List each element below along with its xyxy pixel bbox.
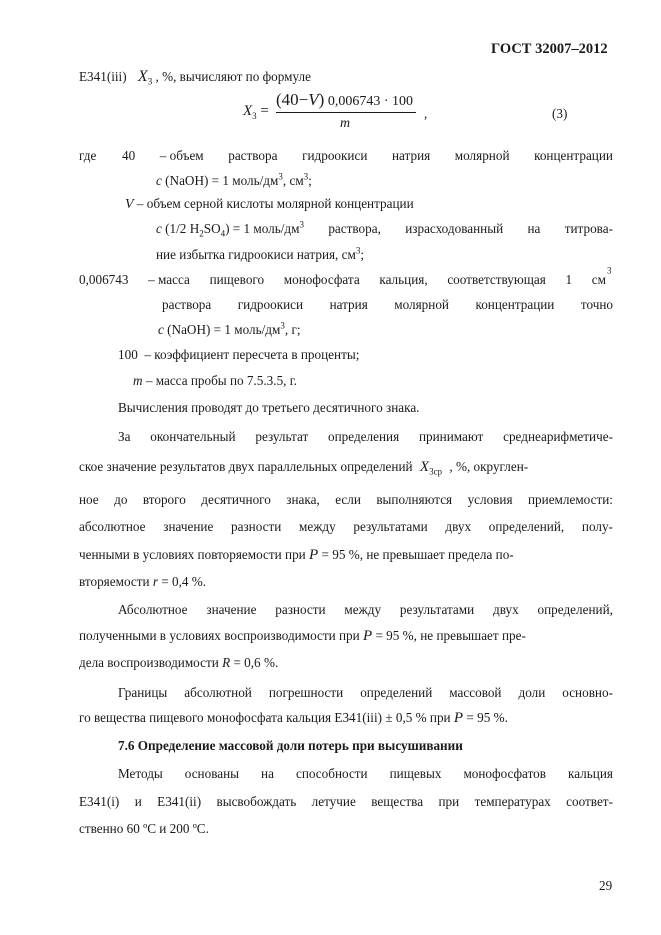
p5-line-3: ственно 60 ºС и 200 ºС. [79, 821, 209, 836]
legend-line-1: 40 – объем раствора гидроокиси натрия молярной концентрации [122, 148, 613, 163]
p3-line-1: Абсолютное значение разности между результатами двух определений, [118, 602, 613, 617]
p4-line-1: Границы абсолютной погрешности определений массовой доли основно- [118, 685, 613, 700]
legend-line-2: c (NaOH) = 1 моль/$дм^3$, $см^3$; [156, 171, 312, 188]
formula-comma: , [424, 106, 428, 121]
legend-line-10: m – масса пробы по 7.5.3.5, г. [133, 373, 297, 388]
p2-line-2: ское значение результатов двух параллельных определений $X_{3ср}$ , %, округлен- [79, 459, 529, 477]
document-header: ГОСТ 32007–2012 [491, 41, 608, 57]
legend-line-8: c (NaOH) = 1 моль/$дм^3$, г; [158, 320, 301, 337]
p4-line-2: го вещества пищевого монофосфата кальция Е341(iii) ± 0,5 % при P = 95 %. [79, 710, 508, 726]
p3-line-3: дела воспроизводимости R = 0,6 %. [79, 655, 279, 670]
legend-line-3: V – объем серной кислоты молярной концентрации [125, 196, 414, 212]
intro-prefix: Е341(iii) [79, 69, 127, 84]
intro-sub: 3 [147, 76, 153, 87]
legend-line-6: 0,006743 – масса пищевого монофосфата кальция, соответствующая 1 см [79, 272, 606, 287]
intro-line [79, 69, 311, 85]
p2-line-4: абсолютное значение разности между результатами двух определений, полу- [79, 519, 613, 534]
p2-line-1: За окончательный результат определения принимают среднеарифметиче- [118, 429, 613, 444]
p5-line-2: Е341(i) и Е341(ii) высвобождать летучие вещества при температурах соответ- [79, 794, 613, 809]
formula-numerator: (40−V) 0,006743 · 100 [276, 90, 413, 109]
intro-suffix: , %, вычисляют по формуле [155, 69, 311, 84]
legend-line-9: 100 – коэффициент пересчета в проценты; [118, 347, 360, 362]
legend-line-5: ние избытка гидроокиси натрия, $см^3$; [156, 245, 365, 262]
p3-line-2: полученными в условиях воспроизводимости при P = 95 %, не превышает пре- [79, 628, 526, 644]
legend-line-7: раствора гидроокиси натрия молярной концентрации точно [162, 297, 613, 312]
p5-line-1: Методы основаны на способности пищевых монофосфатов кальция [118, 766, 613, 781]
paragraph-calc-precision: Вычисления проводят до третьего десятичного знака. [118, 400, 420, 415]
p2-line-3: ное до второго десятичного знака, если выполняются условия приемлемости: [79, 492, 613, 507]
p2-line-5: ченными в условиях повторяемости при P = 95 %, не превышает предела по- [79, 547, 514, 563]
page-number: 29 [599, 878, 613, 893]
legend-line-6-sup: 3 [607, 265, 612, 276]
formula-denominator: m [340, 116, 351, 131]
formula-lhs: $X_3$ = [243, 103, 269, 121]
legend-where: где [79, 148, 97, 163]
formula-number: (3) [552, 106, 568, 121]
fraction-line [276, 112, 416, 113]
p2-line-6: вторяемости r = 0,4 %. [79, 574, 207, 589]
section-heading: 7.6 Определение массовой доли потерь при высушивании [118, 738, 463, 753]
legend-line-4: c (1/2 $H_2SO_4) = 1$ моль/$дм^3$ раствора, израсходованный на титрова- [156, 219, 613, 239]
intro-var: X [137, 68, 148, 85]
